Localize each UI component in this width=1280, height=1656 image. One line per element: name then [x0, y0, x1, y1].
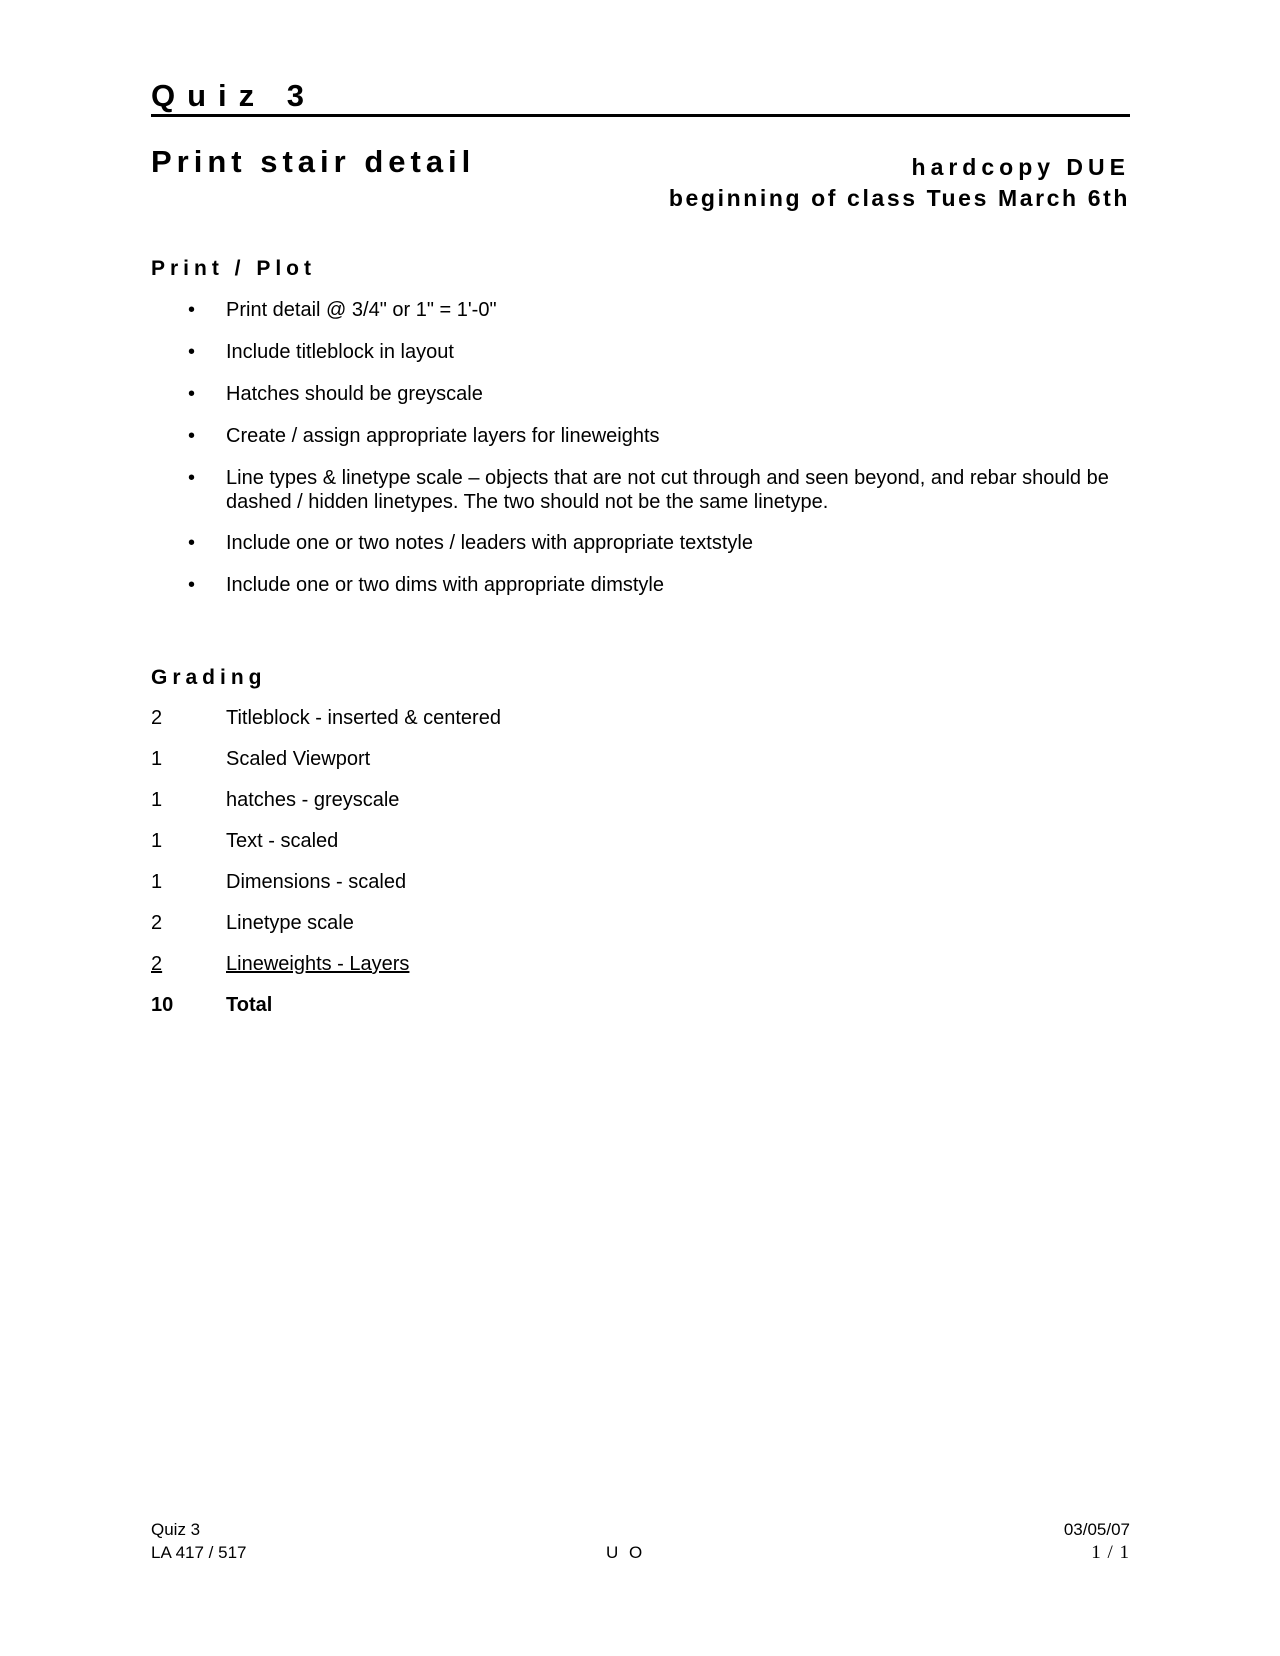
grading-table [151, 706, 501, 1034]
table-row [151, 911, 501, 952]
print-plot-list [151, 298, 1141, 615]
table-row [151, 829, 501, 870]
due-date-block [669, 152, 1130, 214]
footer-course-label: LA 417 / 517 [151, 1543, 247, 1562]
criterion-cell: Dimensions - scaled [226, 871, 407, 893]
list-item [151, 531, 1141, 555]
bullet-icon: • [188, 532, 196, 554]
list-item-text: Include titleblock in layout [226, 341, 454, 363]
list-item [151, 466, 1141, 514]
total-points-cell: 10 [151, 994, 174, 1016]
table-row [151, 747, 501, 788]
footer-date: 03/05/07 [1063, 1520, 1130, 1539]
total-label-cell: Total [226, 994, 273, 1016]
points-cell: 2 [151, 912, 163, 934]
page-footer [151, 1518, 1130, 1568]
list-item-text: Line types & linetype scale – objects that are not cut through and seen beyond, and rebar should be dashed / hidden linetypes. The two should not be the same linetype. [226, 467, 1109, 513]
list-item [151, 298, 1141, 322]
table-row [151, 788, 501, 829]
criterion-cell: hatches - greyscale [226, 789, 400, 811]
points-cell: 2 [151, 953, 163, 975]
criterion-cell: Lineweights - Layers [226, 953, 410, 975]
footer-page-number: 1 / 1 [1091, 1542, 1130, 1563]
bullet-icon: • [188, 341, 196, 363]
total-row [151, 993, 501, 1034]
table-row [151, 870, 501, 911]
points-cell: 1 [151, 871, 163, 893]
criterion-cell: Scaled Viewport [226, 748, 371, 770]
list-item-text: Create / assign appropriate layers for lineweights [226, 425, 660, 447]
criterion-cell: Text - scaled [226, 830, 339, 852]
footer-right [1064, 1518, 1130, 1564]
grading-heading: Grading [151, 666, 267, 689]
due-label: hardcopy DUE [911, 154, 1130, 180]
bullet-icon: • [188, 299, 196, 321]
list-item [151, 424, 1141, 448]
bullet-icon: • [188, 425, 196, 447]
list-item [151, 340, 1141, 364]
list-item-text: Print detail @ 3/4" or 1" = 1'-0" [226, 299, 497, 321]
table-row [151, 952, 501, 993]
footer-quiz-label: Quiz 3 [151, 1520, 201, 1539]
criterion-cell: Linetype scale [226, 912, 354, 934]
points-cell: 2 [151, 707, 163, 729]
quiz-title: Quiz 3 [151, 78, 1130, 117]
print-plot-heading: Print / Plot [151, 257, 316, 280]
assignment-title: Print stair detail [151, 144, 476, 179]
bullet-icon: • [188, 383, 196, 405]
footer-institution: U O [606, 1543, 646, 1562]
points-cell: 1 [151, 830, 163, 852]
due-date: beginning of class Tues March 6th [668, 185, 1130, 211]
list-item-text: Include one or two notes / leaders with appropriate textstyle [226, 532, 753, 554]
points-cell: 1 [151, 789, 163, 811]
table-row [151, 706, 501, 747]
footer-left [151, 1518, 246, 1564]
list-item-text: Include one or two dims with appropriate dimstyle [226, 574, 664, 596]
bullet-icon: • [188, 467, 196, 489]
list-item [151, 382, 1141, 406]
points-cell: 1 [151, 748, 163, 770]
criterion-cell: Titleblock - inserted & centered [226, 707, 501, 729]
list-item-text: Hatches should be greyscale [226, 383, 483, 405]
bullet-icon: • [188, 574, 196, 596]
list-item [151, 573, 1141, 597]
